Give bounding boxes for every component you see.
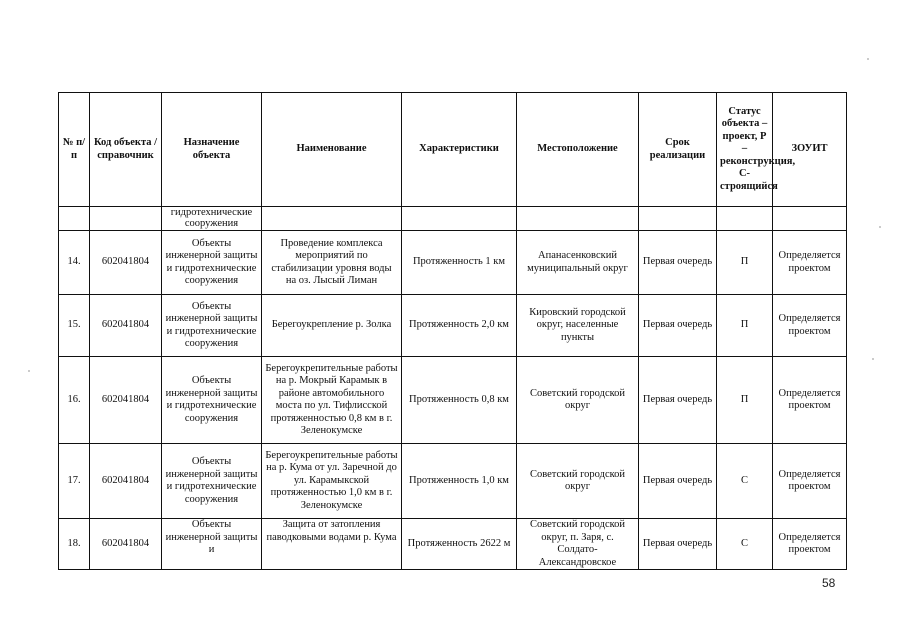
cell-code: 602041804: [90, 231, 162, 295]
cell-purpose: Объекты инженерной защиты и гидротехнические сооружения: [162, 444, 262, 519]
cell-empty: [639, 207, 717, 231]
col-header-location: Местоположение: [517, 93, 639, 207]
cell-status: П: [717, 231, 773, 295]
cell-name: Защита от затопления паводковыми водами р. Кума: [262, 519, 402, 570]
page-number: 58: [822, 576, 836, 590]
col-header-characteristics: Характеристики: [402, 93, 517, 207]
cell-location: Советский городской округ: [517, 357, 639, 444]
cell-term: Первая очередь: [639, 357, 717, 444]
cell-location: Советский городской округ, п. Заря, с. Солдато-Александровское: [517, 519, 639, 570]
scan-speck: [879, 226, 881, 228]
col-header-purpose: Назначение объекта: [162, 93, 262, 207]
cell-purpose: Объекты инженерной защиты и: [162, 519, 262, 570]
cell-characteristics: Протяженность 2,0 км: [402, 295, 517, 357]
cell-term: Первая очередь: [639, 231, 717, 295]
table-header-row: [59, 93, 847, 207]
cell-zouit: Определяется проектом: [773, 519, 847, 570]
cell-name: Берегоукрепительные работы на р. Мокрый Карамык в районе автомобильного моста по ул. Тифлисской протяженностью 0,8 км в г. Зеленокумске: [262, 357, 402, 444]
cell-status: П: [717, 295, 773, 357]
cell-zouit: Определяется проектом: [773, 231, 847, 295]
col-header-term: Срок реализации: [639, 93, 717, 207]
cell-characteristics: Протяженность 0,8 км: [402, 357, 517, 444]
cell-status: С: [717, 519, 773, 570]
cell-empty: [773, 207, 847, 231]
scan-speck: [28, 370, 30, 372]
cell-term: Первая очередь: [639, 444, 717, 519]
scan-speck: [867, 58, 869, 60]
cell-name: Берегоукрепительные работы на р. Кума от ул. Заречной до ул. Карамыкской протяженностью 1,0 км в г. Зеленокумске: [262, 444, 402, 519]
cell-characteristics: Протяженность 1,0 км: [402, 444, 517, 519]
col-header-zouit: ЗОУИТ: [773, 93, 847, 207]
cell-location: Апанасенковский муниципальный округ: [517, 231, 639, 295]
cell-purpose: Объекты инженерной защиты и гидротехнические сооружения: [162, 357, 262, 444]
cell-code: 602041804: [90, 357, 162, 444]
cell-location: Советский городской округ: [517, 444, 639, 519]
cell-code: 602041804: [90, 295, 162, 357]
cell-number: 18.: [59, 519, 90, 570]
cell-zouit: Определяется проектом: [773, 295, 847, 357]
cell-purpose: Объекты инженерной защиты и гидротехнические сооружения: [162, 295, 262, 357]
cell-name: Проведение комплекса мероприятий по стабилизации уровня воды на оз. Лысый Лиман: [262, 231, 402, 295]
cell-empty: [717, 207, 773, 231]
col-header-code: Код объекта / справочник: [90, 93, 162, 207]
cell-number: 16.: [59, 357, 90, 444]
cell-characteristics: Протяженность 2622 м: [402, 519, 517, 570]
cell-empty: [90, 207, 162, 231]
cell-characteristics: Протяженность 1 км: [402, 231, 517, 295]
table-row: [59, 519, 847, 570]
table-row: [59, 444, 847, 519]
cell-empty: [517, 207, 639, 231]
cell-zouit: Определяется проектом: [773, 357, 847, 444]
cell-empty: [262, 207, 402, 231]
table-row: [59, 231, 847, 295]
cell-term: Первая очередь: [639, 519, 717, 570]
cell-number: 17.: [59, 444, 90, 519]
table-row: [59, 295, 847, 357]
col-header-number: № п/п: [59, 93, 90, 207]
cell-name: Берегоукрепление р. Золка: [262, 295, 402, 357]
cell-zouit: Определяется проектом: [773, 444, 847, 519]
cell-status: С: [717, 444, 773, 519]
col-header-status: Статус объекта – проект, Р – реконструкция, С-строящийся: [717, 93, 773, 207]
cell-term: Первая очередь: [639, 295, 717, 357]
scan-speck: [872, 358, 874, 360]
cell-empty: [402, 207, 517, 231]
cell-purpose: гидротехнические сооружения: [162, 207, 262, 231]
cell-empty: [59, 207, 90, 231]
table-row: [59, 357, 847, 444]
cell-purpose: Объекты инженерной защиты и гидротехнические сооружения: [162, 231, 262, 295]
cell-code: 602041804: [90, 444, 162, 519]
table-row-continuation: [59, 207, 847, 231]
cell-number: 15.: [59, 295, 90, 357]
cell-status: П: [717, 357, 773, 444]
col-header-name: Наименование: [262, 93, 402, 207]
cell-location: Кировский городской округ, населенные пункты: [517, 295, 639, 357]
cell-number: 14.: [59, 231, 90, 295]
cell-code: 602041804: [90, 519, 162, 570]
infrastructure-objects-table: [58, 92, 847, 570]
